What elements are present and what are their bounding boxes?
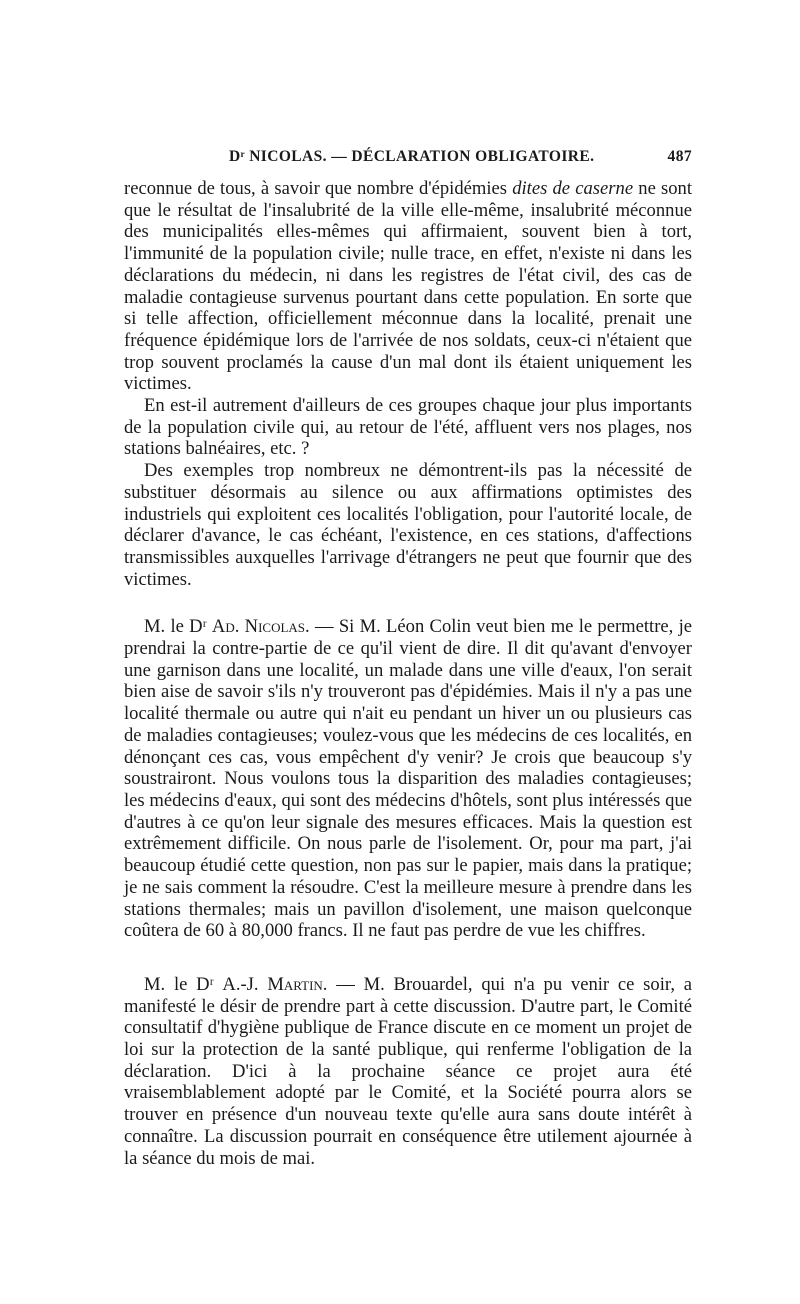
speaker-prefix: M. le Dʳ — [144, 973, 223, 995]
paragraph: Des exemples trop nombreux ne démontrent-ils pas la nécessité de substituer désormais au silence ou aux affirmations optimistes des industriels qui exploitent ces localités l'obligation, pour l'autorité locale, de déclarer d'avance, le cas échéant, l'existence, en ces stations, d'affections transmissibles auxquelles l'arrivage d'étrangers ne peut que fournir que des victimes. — [124, 460, 692, 590]
speaker-name: A.-J. Martin. — [222, 973, 328, 995]
remark-text: — Si M. Léon Colin veut bien me le permettre, je prendrai la contre-partie de ce qu'il vient de dire. Il dit qu'avant d'envoyer une garnison dans une localité, un malade dans une ville d'eaux, l'on serait bien aise de savoir s'ils n'y trouveront pas d'épidémies. Mais il n'y a pas une localité thermale ou autre qui n'ait eu pendant un hiver un ou plusieurs cas de maladies contagieuses; voulez-vous que les médecins de ces localités, en dénonçant ces cas, vous empêchent d'y venir? Je crois que beaucoup s'y soustrairont. Nous voulons tous la disparition des maladies contagieuses; les médecins d'eaux, qui sont des médecins d'hôtels, sont plus intéressés que d'autres à ce qu'on leur signale des mesures efficaces. Mais la question est extrêmement difficile. On nous parle de l'isolement. Or, pour ma part, j'ai beaucoup étudié cette question, non pas sur le papier, mais dans la pratique; je ne sais comment la résoudre. C'est la meilleure mesure à prendre dans les stations thermales; mais un pavillon d'isolement, une maison quelconque coûtera de 60 à 80,000 francs. Il ne faut pas perdre de vue les chiffres. — [124, 616, 692, 942]
paragraph-continuation — [124, 178, 692, 395]
page-number: 487 — [667, 148, 692, 165]
running-title: Dʳ NICOLAS. — DÉCLARATION OBLIGATOIRE. — [229, 148, 595, 165]
remark-text: — M. Brouardel, qui n'a pu venir ce soir, a manifesté le désir de prendre part à cette discussion. D'autre part, le Comité consultatif d'hygiène publique de France discute en ce moment un projet de loi sur la protection de la santé publique, qui renferme l'obligation de la déclaration. D'ici à la prochaine séance ce projet aura été vraisemblablement adopté par le Comité, et la Société pourra alors se trouver en présence d'un nouveau texte qu'elle aura sans doute intérêt à connaître. La discussion pourrait en conséquence être utilement ajournée à la séance du mois de mai. — [124, 973, 692, 1169]
paragraph: En est-il autrement d'ailleurs de ces groupes chaque jour plus importants de la population civile qui, au retour de l'été, affluent vers nos plages, nos stations balnéaires, etc. ? — [124, 395, 692, 460]
paragraph-text: reconnue de tous, à savoir que nombre d'épidémies — [124, 178, 513, 199]
speaker-remark-nicolas — [124, 616, 692, 942]
italic-phrase: dites de caserne — [512, 178, 634, 199]
speaker-remark-martin — [124, 974, 692, 1169]
printed-page — [124, 148, 692, 1169]
speaker-prefix: M. le Dʳ — [144, 616, 212, 638]
paragraph-text: ne sont que le résultat de l'insalubrité de la ville elle-même, insalubrité méconnue des municipalités elles-mêmes qui affirmaient, souvent bien à tort, l'immunité de la population civile; nulle trace, en effet, n'existe ni dans les déclarations du médecin, ni dans les registres de l'état civil, des cas de maladie contagieuse survenus pourtant dans cette population. En sorte que si telle affection, officiellement méconnue dans la localité, prenait une fréquence épidémique lors de l'arrivée de nos soldats, ceux-ci n'étaient que trop souvent proclamés la cause d'un mal dont ils étaient uniquement les victimes. — [124, 178, 692, 395]
speaker-name: Ad. Nicolas. — [211, 616, 310, 638]
running-head — [124, 148, 692, 178]
